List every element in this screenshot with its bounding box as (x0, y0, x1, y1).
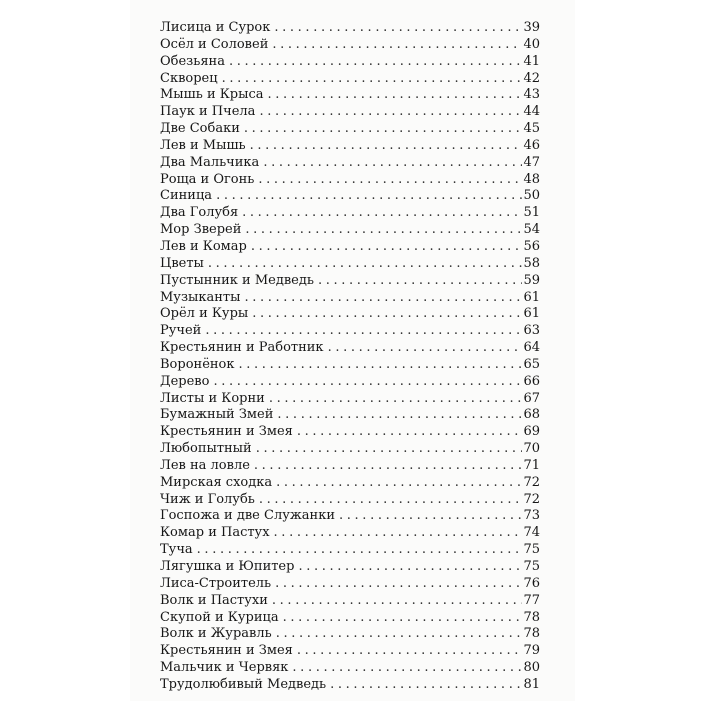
toc-entry-page-number: 69 (523, 424, 540, 440)
toc-entry-leader-dots (275, 576, 522, 593)
toc-entry-leader-dots (229, 54, 522, 71)
toc-entry-title: Лев и Комар (160, 238, 247, 254)
toc-entry-leader-dots (244, 290, 522, 307)
toc-entry-page-number: 81 (523, 676, 540, 692)
toc-entry-title: Ручей (160, 323, 202, 339)
toc-entry-page-number: 68 (523, 407, 540, 423)
toc-entry-title: Волк и Журавль (160, 626, 272, 642)
toc-entry-page-number: 65 (523, 356, 540, 372)
toc-entry (160, 256, 540, 273)
toc-entry-leader-dots (276, 475, 522, 492)
toc-entry-leader-dots (259, 104, 522, 121)
toc-entry-leader-dots (268, 87, 523, 104)
toc-entry-page-number: 45 (523, 121, 540, 137)
toc-entry-leader-dots (216, 188, 522, 205)
toc-entry (160, 475, 540, 492)
toc-entry (160, 273, 540, 290)
toc-entry-leader-dots (269, 391, 523, 408)
toc-entry-leader-dots (274, 525, 523, 542)
toc-entry-title: Воронёнок (160, 356, 235, 372)
toc-entry-leader-dots (318, 273, 522, 290)
toc-entry-title: Два Голубя (160, 205, 239, 221)
toc-entry-leader-dots (259, 492, 523, 509)
toc-entry-page-number: 58 (523, 255, 540, 271)
toc-entry-title: Мор Зверей (160, 222, 242, 238)
toc-entry (160, 374, 540, 391)
toc-entry-page-number: 74 (523, 525, 540, 541)
toc-entry (160, 138, 540, 155)
toc-entry (160, 626, 540, 643)
toc-entry (160, 525, 540, 542)
toc-entry (160, 239, 540, 256)
toc-entry-leader-dots (272, 593, 523, 610)
toc-entry-title: Госпожа и две Служанки (160, 508, 336, 524)
toc-entry-page-number: 67 (523, 390, 540, 406)
toc-entry-leader-dots (292, 660, 522, 677)
toc-entry (160, 54, 540, 71)
toc-entry (160, 306, 540, 323)
toc-entry-page-number: 63 (523, 323, 540, 339)
toc-entry (160, 87, 540, 104)
toc-entry-title: Чиж и Голубь (160, 491, 255, 507)
toc-entry-title: Крестьянин и Змея (160, 643, 293, 659)
toc-entry (160, 71, 540, 88)
toc-entry (160, 20, 540, 37)
toc-entry-title: Орёл и Куры (160, 306, 249, 322)
toc-entry-page-number: 78 (523, 609, 540, 625)
toc-entry (160, 593, 540, 610)
toc-entry (160, 559, 540, 576)
toc-entry-page-number: 72 (523, 491, 540, 507)
toc-entry (160, 357, 540, 374)
toc-entry-title: Мальчик и Червяк (160, 660, 289, 676)
toc-entry-leader-dots (297, 643, 523, 660)
toc-entry-title: Роща и Огонь (160, 171, 255, 187)
toc-entry-page-number: 47 (523, 154, 540, 170)
toc-entry-leader-dots (256, 441, 523, 458)
toc-entry-page-number: 64 (523, 340, 540, 356)
toc-entry (160, 340, 540, 357)
toc-entry-page-number: 75 (523, 559, 540, 574)
toc-entry-title: Лиса-Строитель (160, 575, 272, 591)
toc-entry-leader-dots (222, 71, 523, 88)
toc-entry-page-number: 48 (523, 171, 540, 187)
toc-entry (160, 424, 540, 441)
toc-entry (160, 610, 540, 627)
toc-entry-title: Пустынник и Медведь (160, 272, 314, 288)
toc-entry-leader-dots (245, 222, 522, 239)
toc-entry-page-number: 51 (523, 205, 540, 221)
toc-entry-page-number: 40 (523, 36, 540, 52)
toc-entry-title: Скупой и Курица (160, 609, 279, 625)
toc-entry-leader-dots (339, 508, 522, 525)
toc-entry (160, 492, 540, 509)
toc-entry (160, 121, 540, 138)
toc-entry (160, 677, 540, 694)
toc-entry-page-number: 46 (523, 137, 540, 153)
toc-entry-leader-dots (276, 626, 523, 643)
toc-entry (160, 576, 540, 593)
toc-entry-page-number: 54 (523, 222, 540, 238)
toc-entry (160, 205, 540, 222)
toc-entry (160, 188, 540, 205)
toc-entry-leader-dots (258, 172, 522, 189)
toc-entry-leader-dots (254, 458, 523, 475)
toc-entry-page-number: 59 (523, 272, 540, 288)
toc-entry-title: Крестьянин и Змея (160, 424, 293, 440)
toc-entry-leader-dots (244, 121, 523, 138)
toc-entry-title: Лисица и Сурок (160, 20, 271, 35)
table-of-contents (160, 20, 540, 694)
toc-entry-title: Мышь и Крыса (160, 87, 264, 103)
toc-entry-leader-dots (297, 424, 523, 441)
toc-entry-leader-dots (197, 542, 523, 559)
toc-entry-page-number: 66 (523, 373, 540, 389)
toc-entry-leader-dots (213, 374, 522, 391)
toc-entry-leader-dots (205, 323, 522, 340)
toc-entry-title: Комар и Пастух (160, 525, 270, 541)
toc-entry-page-number: 41 (523, 53, 540, 69)
toc-entry-page-number: 56 (523, 238, 540, 254)
toc-entry-title: Туча (160, 542, 193, 558)
toc-entry (160, 172, 540, 189)
toc-entry-leader-dots (242, 205, 522, 222)
toc-entry-leader-dots (250, 138, 523, 155)
toc-entry-leader-dots (298, 559, 522, 576)
toc-entry-title: Цветы (160, 255, 204, 271)
toc-entry-page-number: 80 (523, 660, 540, 676)
toc-entry (160, 542, 540, 559)
toc-entry (160, 643, 540, 660)
toc-entry-page-number: 44 (523, 104, 540, 120)
toc-entry-page-number: 50 (523, 188, 540, 204)
toc-entry-title: Обезьяна (160, 53, 225, 69)
toc-entry-page-number: 78 (523, 626, 540, 642)
toc-entry (160, 441, 540, 458)
toc-entry-title: Лев и Мышь (160, 137, 246, 153)
toc-entry (160, 323, 540, 340)
toc-entry-page-number: 39 (523, 20, 540, 35)
toc-entry-title: Лягушка и Юпитер (160, 559, 295, 574)
toc-entry-page-number: 61 (523, 306, 540, 322)
toc-entry-title: Листы и Корни (160, 390, 265, 406)
toc-entry-page-number: 79 (523, 643, 540, 659)
toc-entry (160, 391, 540, 408)
toc-entry (160, 407, 540, 424)
toc-entry-title: Крестьянин и Работник (160, 340, 324, 356)
toc-entry-leader-dots (263, 155, 522, 172)
toc-entry-leader-dots (239, 357, 523, 374)
toc-entry-title: Лев на ловле (160, 457, 250, 473)
toc-entry (160, 660, 540, 677)
toc-entry-page-number: 71 (523, 457, 540, 473)
toc-entry-leader-dots (330, 677, 522, 694)
toc-entry-leader-dots (208, 256, 523, 273)
toc-entry-page-number: 73 (523, 508, 540, 524)
toc-entry-page-number: 61 (523, 289, 540, 305)
toc-entry-leader-dots (252, 306, 522, 323)
toc-entry-page-number: 43 (523, 87, 540, 103)
toc-entry (160, 222, 540, 239)
toc-entry-leader-dots (274, 20, 522, 37)
toc-entry (160, 290, 540, 307)
toc-entry-leader-dots (272, 37, 522, 54)
toc-entry-page-number: 76 (523, 575, 540, 591)
toc-entry-title: Синица (160, 188, 213, 204)
toc-entry-title: Трудолюбивый Медведь (160, 676, 327, 692)
toc-entry-title: Любопытный (160, 441, 252, 457)
toc-entry-page-number: 70 (523, 441, 540, 457)
toc-entry-title: Две Собаки (160, 121, 240, 137)
toc-entry (160, 155, 540, 172)
toc-entry-title: Паук и Пчела (160, 104, 256, 120)
toc-entry (160, 37, 540, 54)
toc-entry-leader-dots (328, 340, 523, 357)
toc-entry-title: Осёл и Соловей (160, 36, 269, 52)
toc-entry-page-number: 77 (523, 592, 540, 608)
toc-entry-page-number: 72 (523, 474, 540, 490)
toc-entry-title: Волк и Пастухи (160, 592, 268, 608)
toc-entry (160, 458, 540, 475)
toc-entry-title: Два Мальчика (160, 154, 260, 170)
toc-entry (160, 508, 540, 525)
toc-entry-title: Бумажный Змей (160, 407, 274, 423)
toc-entry-leader-dots (251, 239, 523, 256)
toc-entry-title: Мирская сходка (160, 474, 273, 490)
toc-entry-title: Музыканты (160, 289, 241, 305)
toc-entry-leader-dots (283, 610, 523, 627)
toc-entry-title: Дерево (160, 373, 210, 389)
toc-entry-page-number: 42 (523, 70, 540, 86)
toc-entry-page-number: 75 (523, 542, 540, 558)
toc-entry-leader-dots (277, 407, 522, 424)
toc-entry-title: Скворец (160, 70, 218, 86)
toc-entry (160, 104, 540, 121)
